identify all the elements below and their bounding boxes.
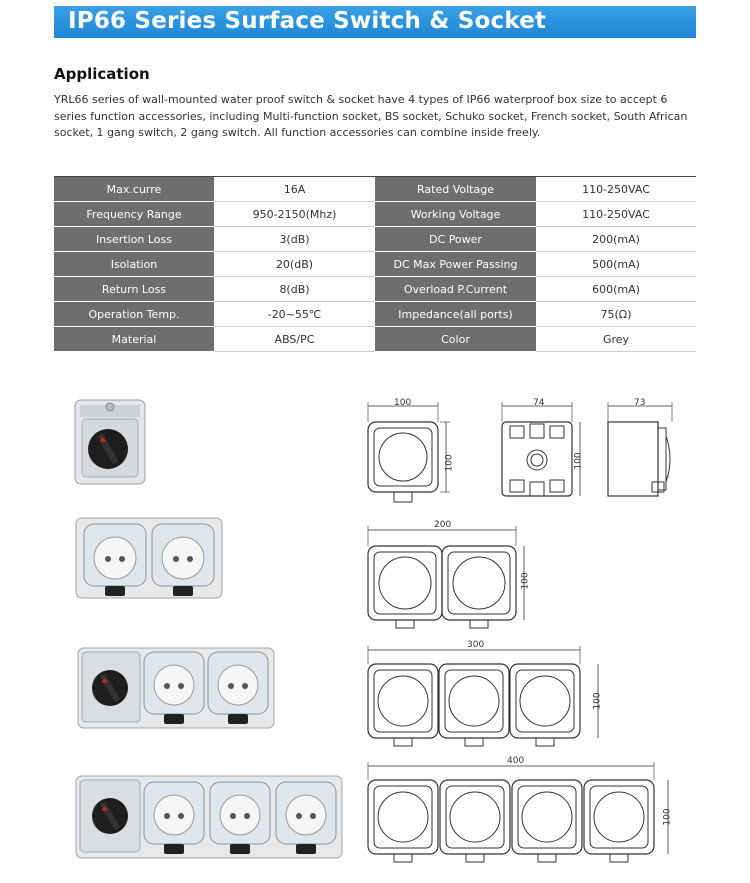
spec-label: Material (54, 327, 214, 352)
spec-value: 75(Ω) (536, 302, 696, 327)
product-photo-single-switch (72, 397, 148, 489)
spec-value: 500(mA) (536, 252, 696, 277)
table-row (54, 252, 696, 277)
spec-label: Color (375, 327, 536, 352)
application-description: YRL66 series of wall-mounted water proof switch & socket have 4 types of IP66 waterproof box size to accept 6 series function accessories, including Multi-function socket, BS socket, Schuko socket, French socket, South African socket, 1 gang switch, 2 gang switch. All function accessories can combine inside freely. (54, 93, 688, 139)
spec-value: 600(mA) (536, 277, 696, 302)
spec-value: 200(mA) (536, 227, 696, 252)
table-row (54, 277, 696, 302)
product-photo-double-socket (72, 512, 228, 604)
spec-value: 950-2150(Mhz) (214, 202, 375, 227)
spec-label: Overload P.Current (375, 277, 536, 302)
dim-height-double: 100 (520, 572, 531, 590)
dim-height-triple: 100 (592, 692, 603, 710)
spec-label: DC Power (375, 227, 536, 252)
spec-label: Insertion Loss (54, 227, 214, 252)
spec-value: 20(dB) (214, 252, 375, 277)
spec-value: 110-250VAC (536, 177, 696, 202)
product-photo-quad-unit (72, 770, 348, 862)
spec-value: Grey (536, 327, 696, 352)
spec-label: Rated Voltage (375, 177, 536, 202)
dim-width-double: 200 (434, 520, 452, 530)
dim-height-single: 100 (444, 454, 455, 472)
table-row (54, 202, 696, 227)
spec-value: ABS/PC (214, 327, 375, 352)
dim-depth: 73 (634, 398, 646, 408)
drawing-triple (362, 642, 612, 752)
page-title: IP66 Series Surface Switch & Socket (68, 8, 547, 34)
dim-width-back: 74 (533, 398, 545, 408)
table-row (54, 177, 696, 202)
table-row (54, 327, 696, 352)
dim-width-quad: 400 (507, 756, 525, 766)
spec-label: Impedance(all ports) (375, 302, 536, 327)
spec-label: Max.curre (54, 177, 214, 202)
spec-value: 110-250VAC (536, 202, 696, 227)
application-heading: Application (54, 65, 150, 83)
table-row (54, 302, 696, 327)
spec-label: Operation Temp. (54, 302, 214, 327)
spec-label: Return Loss (54, 277, 214, 302)
dim-height-quad: 100 (662, 808, 673, 826)
dim-height-back: 100 (573, 452, 584, 470)
spec-label: DC Max Power Passing (375, 252, 536, 277)
spec-value: 3(dB) (214, 227, 375, 252)
drawing-quad (362, 758, 682, 870)
spec-value: 8(dB) (214, 277, 375, 302)
drawing-double (362, 522, 532, 632)
spec-table (54, 176, 696, 352)
product-photo-triple-unit (72, 640, 282, 732)
spec-value: -20~55℃ (214, 302, 375, 327)
spec-label: Frequency Range (54, 202, 214, 227)
dim-width-single: 100 (394, 398, 412, 408)
spec-label: Isolation (54, 252, 214, 277)
spec-label: Working Voltage (375, 202, 536, 227)
title-banner (54, 6, 696, 38)
table-row (54, 227, 696, 252)
dim-width-triple: 300 (467, 640, 485, 650)
drawing-single-side (604, 400, 684, 510)
spec-value: 16A (214, 177, 375, 202)
